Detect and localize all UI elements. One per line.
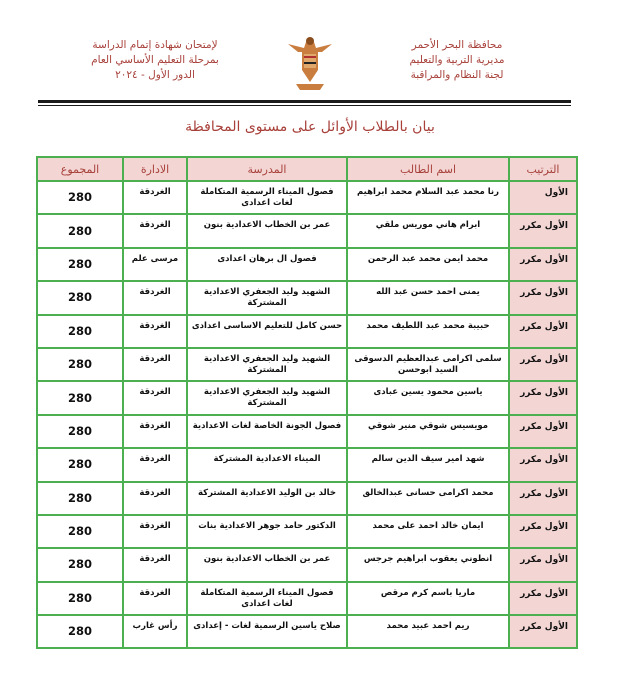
school-cell: حسن كامل للتعليم الاساسى اعدادى <box>187 315 347 348</box>
header-divider-thin <box>38 105 571 106</box>
committee-label: لجنة النظام والمراقبة <box>410 69 504 81</box>
table-header-row <box>37 157 577 181</box>
col-school: المدرسة <box>187 157 347 181</box>
student-name-cell: ايمان خالد احمد على محمد <box>347 515 509 548</box>
administration-cell: الغردقة <box>123 181 187 214</box>
student-name-cell: سلمى اكرامى عبدالعظيم الدسوقى السيد ابوحسن <box>347 348 509 381</box>
administration-cell: الغردقة <box>123 582 187 615</box>
school-cell: الشهيد وليد الجعفري الاعدادية المشتركة <box>187 281 347 314</box>
administration-cell: رأس غارب <box>123 615 187 648</box>
rank-cell: الأول مكرر <box>509 281 577 314</box>
col-administration: الادارة <box>123 157 187 181</box>
header-divider <box>38 100 571 103</box>
student-name-cell: ريم احمد عبيد محمد <box>347 615 509 648</box>
results-table-wrap <box>38 156 578 649</box>
table-row <box>37 214 577 247</box>
administration-cell: مرسى علم <box>123 248 187 281</box>
table-row <box>37 548 577 581</box>
table-row <box>37 582 577 615</box>
total-cell: 280 <box>37 482 123 515</box>
governorate-label: محافظة البحر الأحمر <box>411 39 503 51</box>
rank-cell: الأول مكرر <box>509 348 577 381</box>
total-cell: 280 <box>37 381 123 414</box>
rank-cell: الأول <box>509 181 577 214</box>
rank-cell: الأول مكرر <box>509 315 577 348</box>
school-cell: الشهيد وليد الجعفري الاعدادية المشتركة <box>187 381 347 414</box>
administration-cell: الغردقة <box>123 381 187 414</box>
eagle-emblem-icon <box>282 30 338 96</box>
administration-cell: الغردقة <box>123 548 187 581</box>
administration-cell: الغردقة <box>123 448 187 481</box>
school-cell: فصول الميناء الرسمية المتكاملة لغات اعدادى <box>187 181 347 214</box>
table-row <box>37 315 577 348</box>
table-row <box>37 615 577 648</box>
school-cell: الدكتور حامد جوهر الاعدادية بنات <box>187 515 347 548</box>
exam-label: لإمتحان شهادة إتمام الدراسة <box>92 39 218 51</box>
table-row <box>37 381 577 414</box>
total-cell: 280 <box>37 181 123 214</box>
rank-cell: الأول مكرر <box>509 415 577 448</box>
school-cell: عمر بن الخطاب الاعدادية بنون <box>187 214 347 247</box>
student-name-cell: انطوني يعقوب ابراهيم جرجس <box>347 548 509 581</box>
session-label: الدور الأول - ٢٠٢٤ <box>115 69 195 81</box>
total-cell: 280 <box>37 415 123 448</box>
student-name-cell: ماريا باسم كرم مرقص <box>347 582 509 615</box>
student-name-cell: محمد اكرامى حسانى عبدالخالق <box>347 482 509 515</box>
administration-cell: الغردقة <box>123 348 187 381</box>
student-name-cell: حبيبة محمد عبد اللطيف محمد <box>347 315 509 348</box>
student-name-cell: ياسين محمود يسين عبادى <box>347 381 509 414</box>
school-cell: الشهيد وليد الجعفري الاعدادية المشتركة <box>187 348 347 381</box>
school-cell: الميناء الاعدادية المشتركة <box>187 448 347 481</box>
table-row <box>37 415 577 448</box>
table-row <box>37 181 577 214</box>
table-row <box>37 448 577 481</box>
school-cell: خالد بن الوليد الاعدادية المشتركة <box>187 482 347 515</box>
header-right <box>372 38 542 83</box>
school-cell: فصول الجونة الخاصة لغات الاعدادية <box>187 415 347 448</box>
total-cell: 280 <box>37 348 123 381</box>
col-total: المجموع <box>37 157 123 181</box>
total-cell: 280 <box>37 615 123 648</box>
table-row <box>37 515 577 548</box>
administration-cell: الغردقة <box>123 281 187 314</box>
rank-cell: الأول مكرر <box>509 248 577 281</box>
results-table <box>36 156 578 649</box>
total-cell: 280 <box>37 515 123 548</box>
administration-cell: الغردقة <box>123 515 187 548</box>
stage-label: بمرحلة التعليم الأساسي العام <box>91 54 219 66</box>
page-title: بيان بالطلاب الأوائل على مستوى المحافظة <box>185 119 435 135</box>
rank-cell: الأول مكرر <box>509 515 577 548</box>
rank-cell: الأول مكرر <box>509 381 577 414</box>
school-cell: صلاح ياسين الرسمية لغات - إعدادى <box>187 615 347 648</box>
table-row <box>37 248 577 281</box>
total-cell: 280 <box>37 214 123 247</box>
school-cell: فصول ال برهان اعدادى <box>187 248 347 281</box>
total-cell: 280 <box>37 548 123 581</box>
table-body <box>37 181 577 648</box>
student-name-cell: مويسيس شوقي منير شوقي <box>347 415 509 448</box>
table-row <box>37 281 577 314</box>
header-left <box>55 38 255 83</box>
directorate-label: مديرية التربية والتعليم <box>409 54 505 66</box>
student-name-cell: ابرام هاني موريس ملقي <box>347 214 509 247</box>
col-rank: الترتيب <box>509 157 577 181</box>
rank-cell: الأول مكرر <box>509 582 577 615</box>
student-name-cell: محمد ايمن محمد عبد الرحمن <box>347 248 509 281</box>
rank-cell: الأول مكرر <box>509 615 577 648</box>
administration-cell: الغردقة <box>123 214 187 247</box>
rank-cell: الأول مكرر <box>509 548 577 581</box>
total-cell: 280 <box>37 582 123 615</box>
student-name-cell: رنا محمد عبد السلام محمد ابراهيم <box>347 181 509 214</box>
administration-cell: الغردقة <box>123 482 187 515</box>
student-name-cell: شهد امير سيف الدين سالم <box>347 448 509 481</box>
total-cell: 280 <box>37 248 123 281</box>
col-student-name: اسم الطالب <box>347 157 509 181</box>
school-cell: عمر بن الخطاب الاعدادية بنون <box>187 548 347 581</box>
total-cell: 280 <box>37 281 123 314</box>
rank-cell: الأول مكرر <box>509 448 577 481</box>
total-cell: 280 <box>37 448 123 481</box>
administration-cell: الغردقة <box>123 315 187 348</box>
total-cell: 280 <box>37 315 123 348</box>
school-cell: فصول الميناء الرسمية المتكاملة لغات اعدادى <box>187 582 347 615</box>
table-row <box>37 482 577 515</box>
student-name-cell: يمنى احمد حسن عبد الله <box>347 281 509 314</box>
table-row <box>37 348 577 381</box>
administration-cell: الغردقة <box>123 415 187 448</box>
rank-cell: الأول مكرر <box>509 214 577 247</box>
rank-cell: الأول مكرر <box>509 482 577 515</box>
